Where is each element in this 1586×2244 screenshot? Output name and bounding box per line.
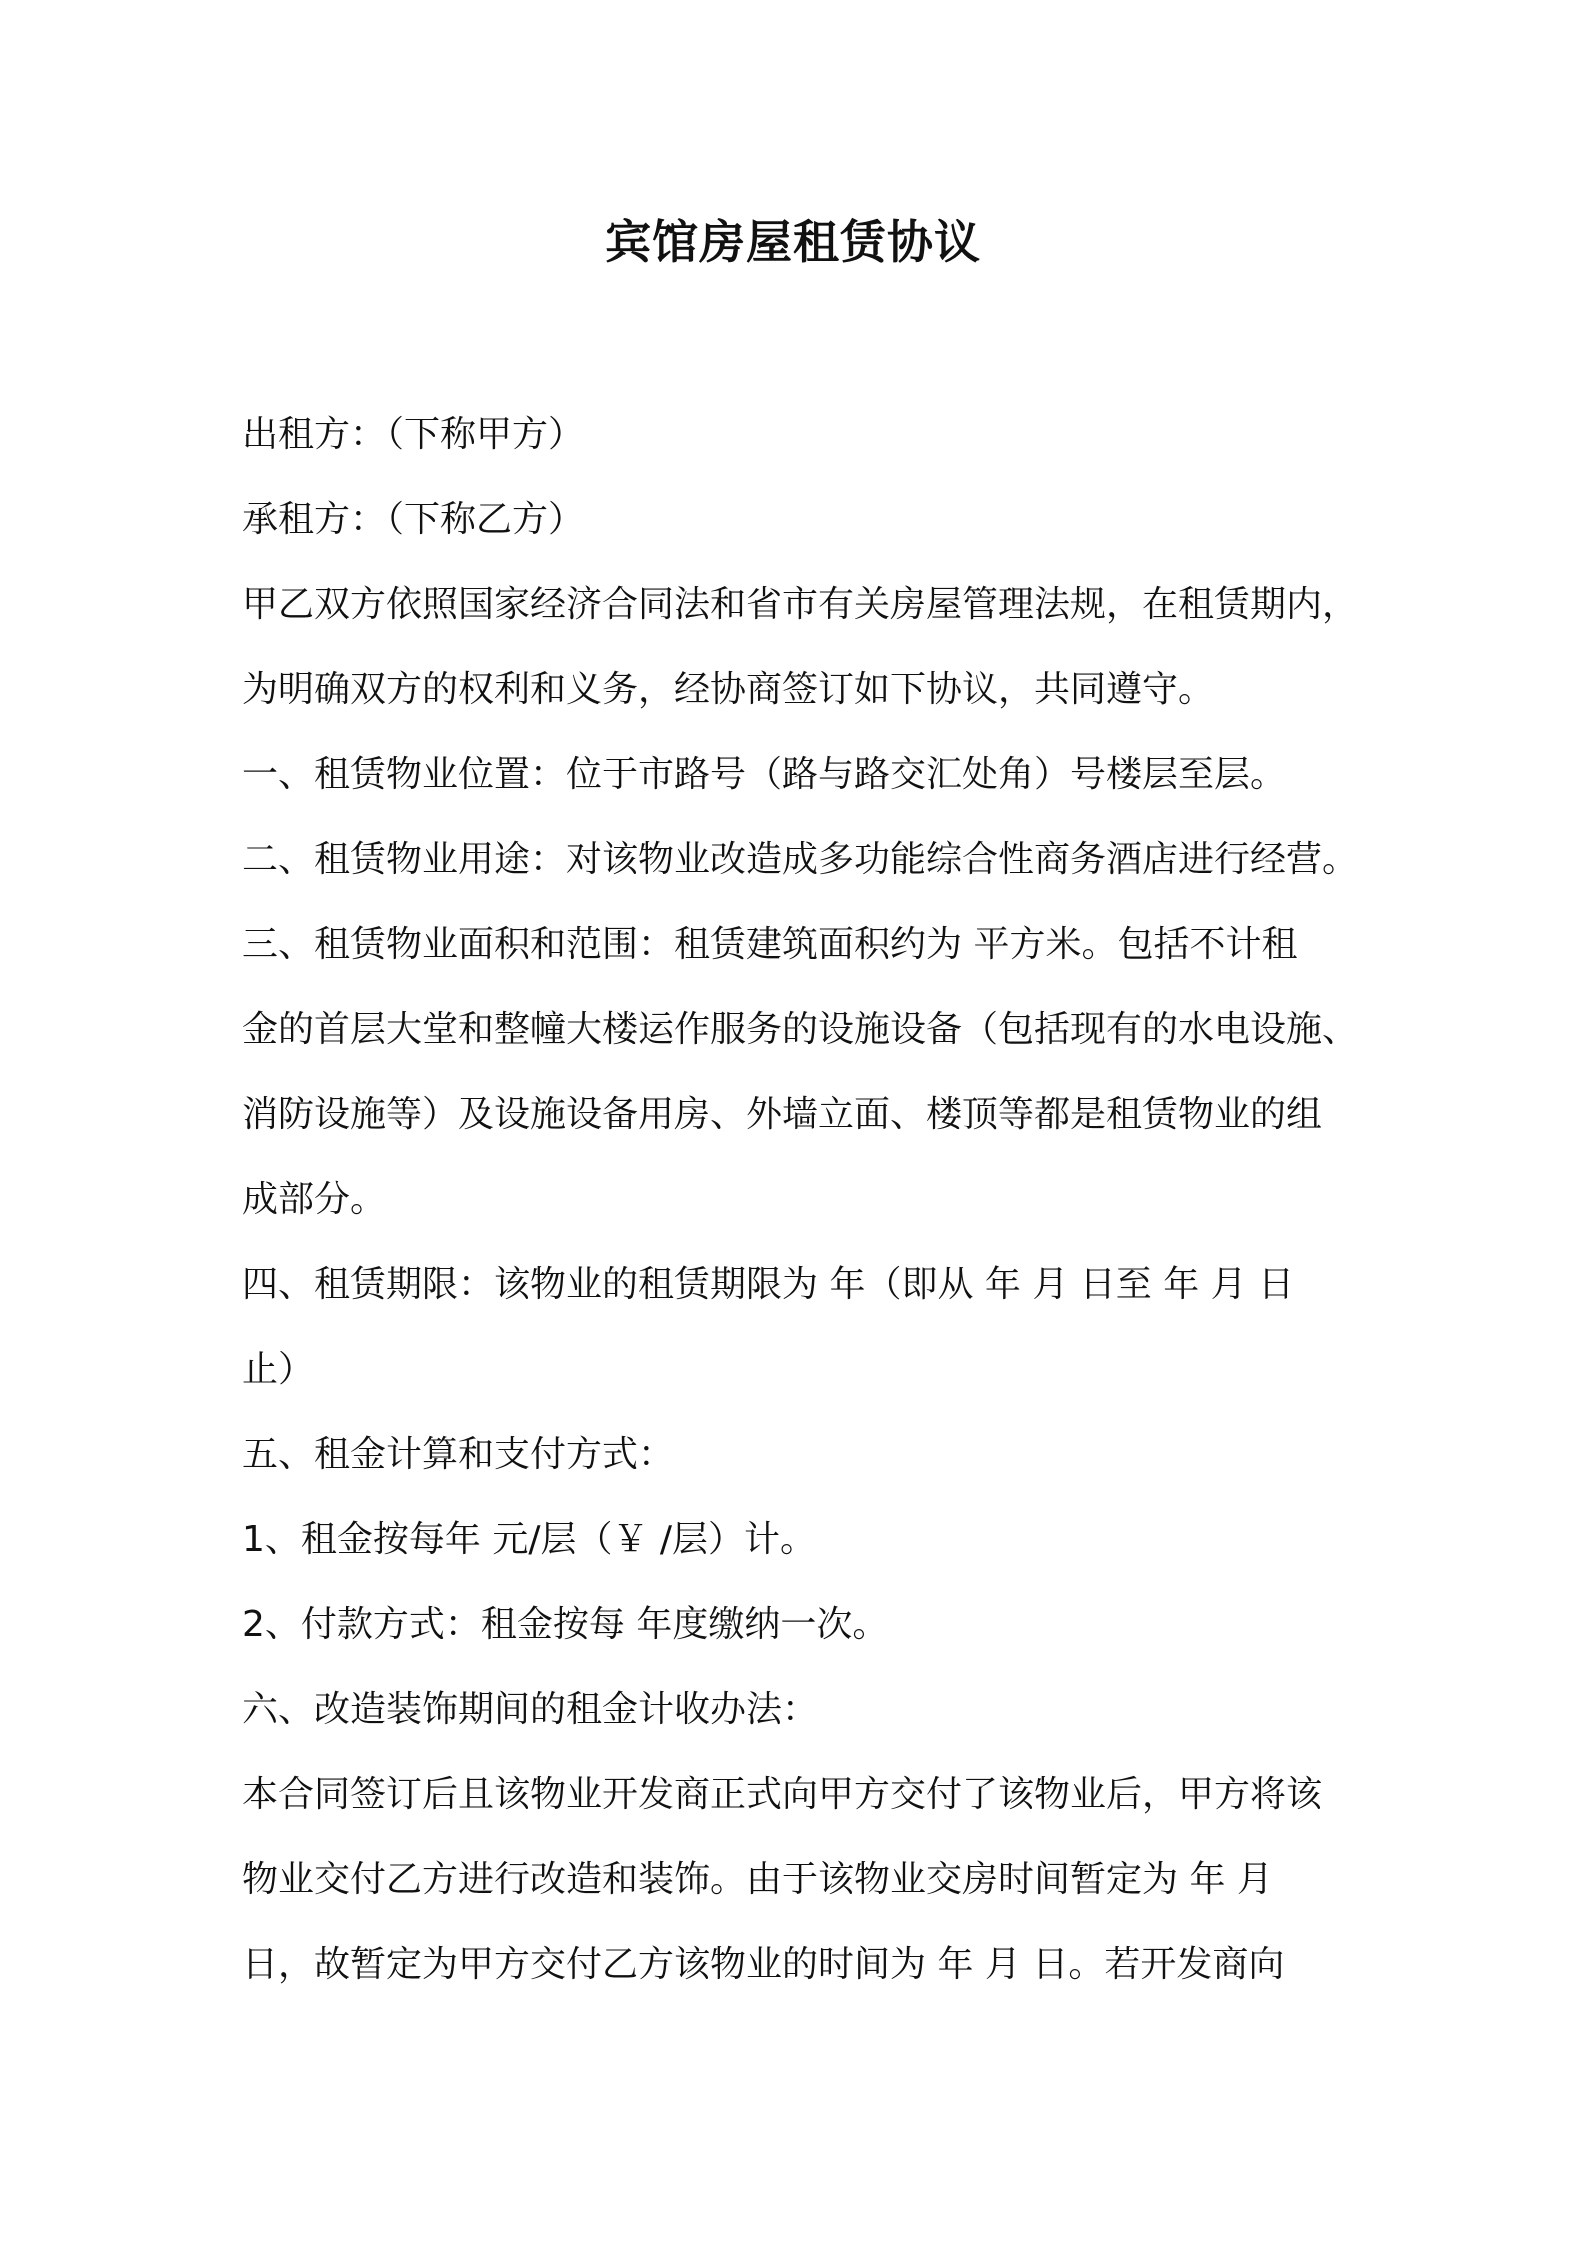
- clause-5-heading: 五、租金计算和支付方式：: [242, 1434, 675, 1475]
- clause-3-area-line-2: 金的首层大堂和整幢大楼运作服务的设施设备（包括现有的水电设施、: [242, 1009, 1359, 1050]
- clause-4-term-line-1: 四、租赁期限：该物业的租赁期限为 年（即从 年 月 日至 年 月 日: [242, 1264, 1295, 1305]
- clause-3-area-line-4: 成部分。: [242, 1179, 387, 1220]
- clause-1-location: 一、租赁物业位置：位于市路号（路与路交汇处角）号楼层至层。: [242, 754, 1287, 795]
- clause-6-heading: 六、改造装饰期间的租金计收办法：: [242, 1689, 819, 1730]
- clause-3-area-line-1: 三、租赁物业面积和范围：租赁建筑面积约为 平方米。包括不计租: [242, 924, 1298, 965]
- clause-6-body-line-2: 物业交付乙方进行改造和装饰。由于该物业交房时间暂定为 年 月: [242, 1859, 1273, 1900]
- clause-4-term-line-2: 止）: [242, 1349, 315, 1390]
- clause-3-area-line-3: 消防设施等）及设施设备用房、外墙立面、楼顶等都是租赁物业的组: [242, 1094, 1323, 1135]
- clause-5-item-2: 2、付款方式：租金按每 年度缴纳一次。: [242, 1604, 889, 1645]
- document-title: 宾馆房屋租赁协议: [605, 215, 981, 269]
- lessee-line: 承租方：（下称乙方）: [242, 499, 585, 540]
- clause-6-body-line-3: 日，故暂定为甲方交付乙方该物业的时间为 年 月 日。若开发商向: [242, 1944, 1285, 1985]
- clause-5-item-1: 1、租金按每年 元/层（￥ /层）计。: [242, 1519, 817, 1560]
- preamble-line-2: 为明确双方的权利和义务，经协商签订如下协议，共同遵守。: [242, 669, 1215, 710]
- clause-2-purpose: 二、租赁物业用途：对该物业改造成多功能综合性商务酒店进行经营。: [242, 839, 1359, 880]
- lessor-line: 出租方：（下称甲方）: [242, 414, 585, 455]
- clause-6-body-line-1: 本合同签订后且该物业开发商正式向甲方交付了该物业后，甲方将该: [242, 1774, 1323, 1815]
- preamble-line-1: 甲乙双方依照国家经济合同法和省市有关房屋管理法规，在租赁期内，: [242, 584, 1359, 625]
